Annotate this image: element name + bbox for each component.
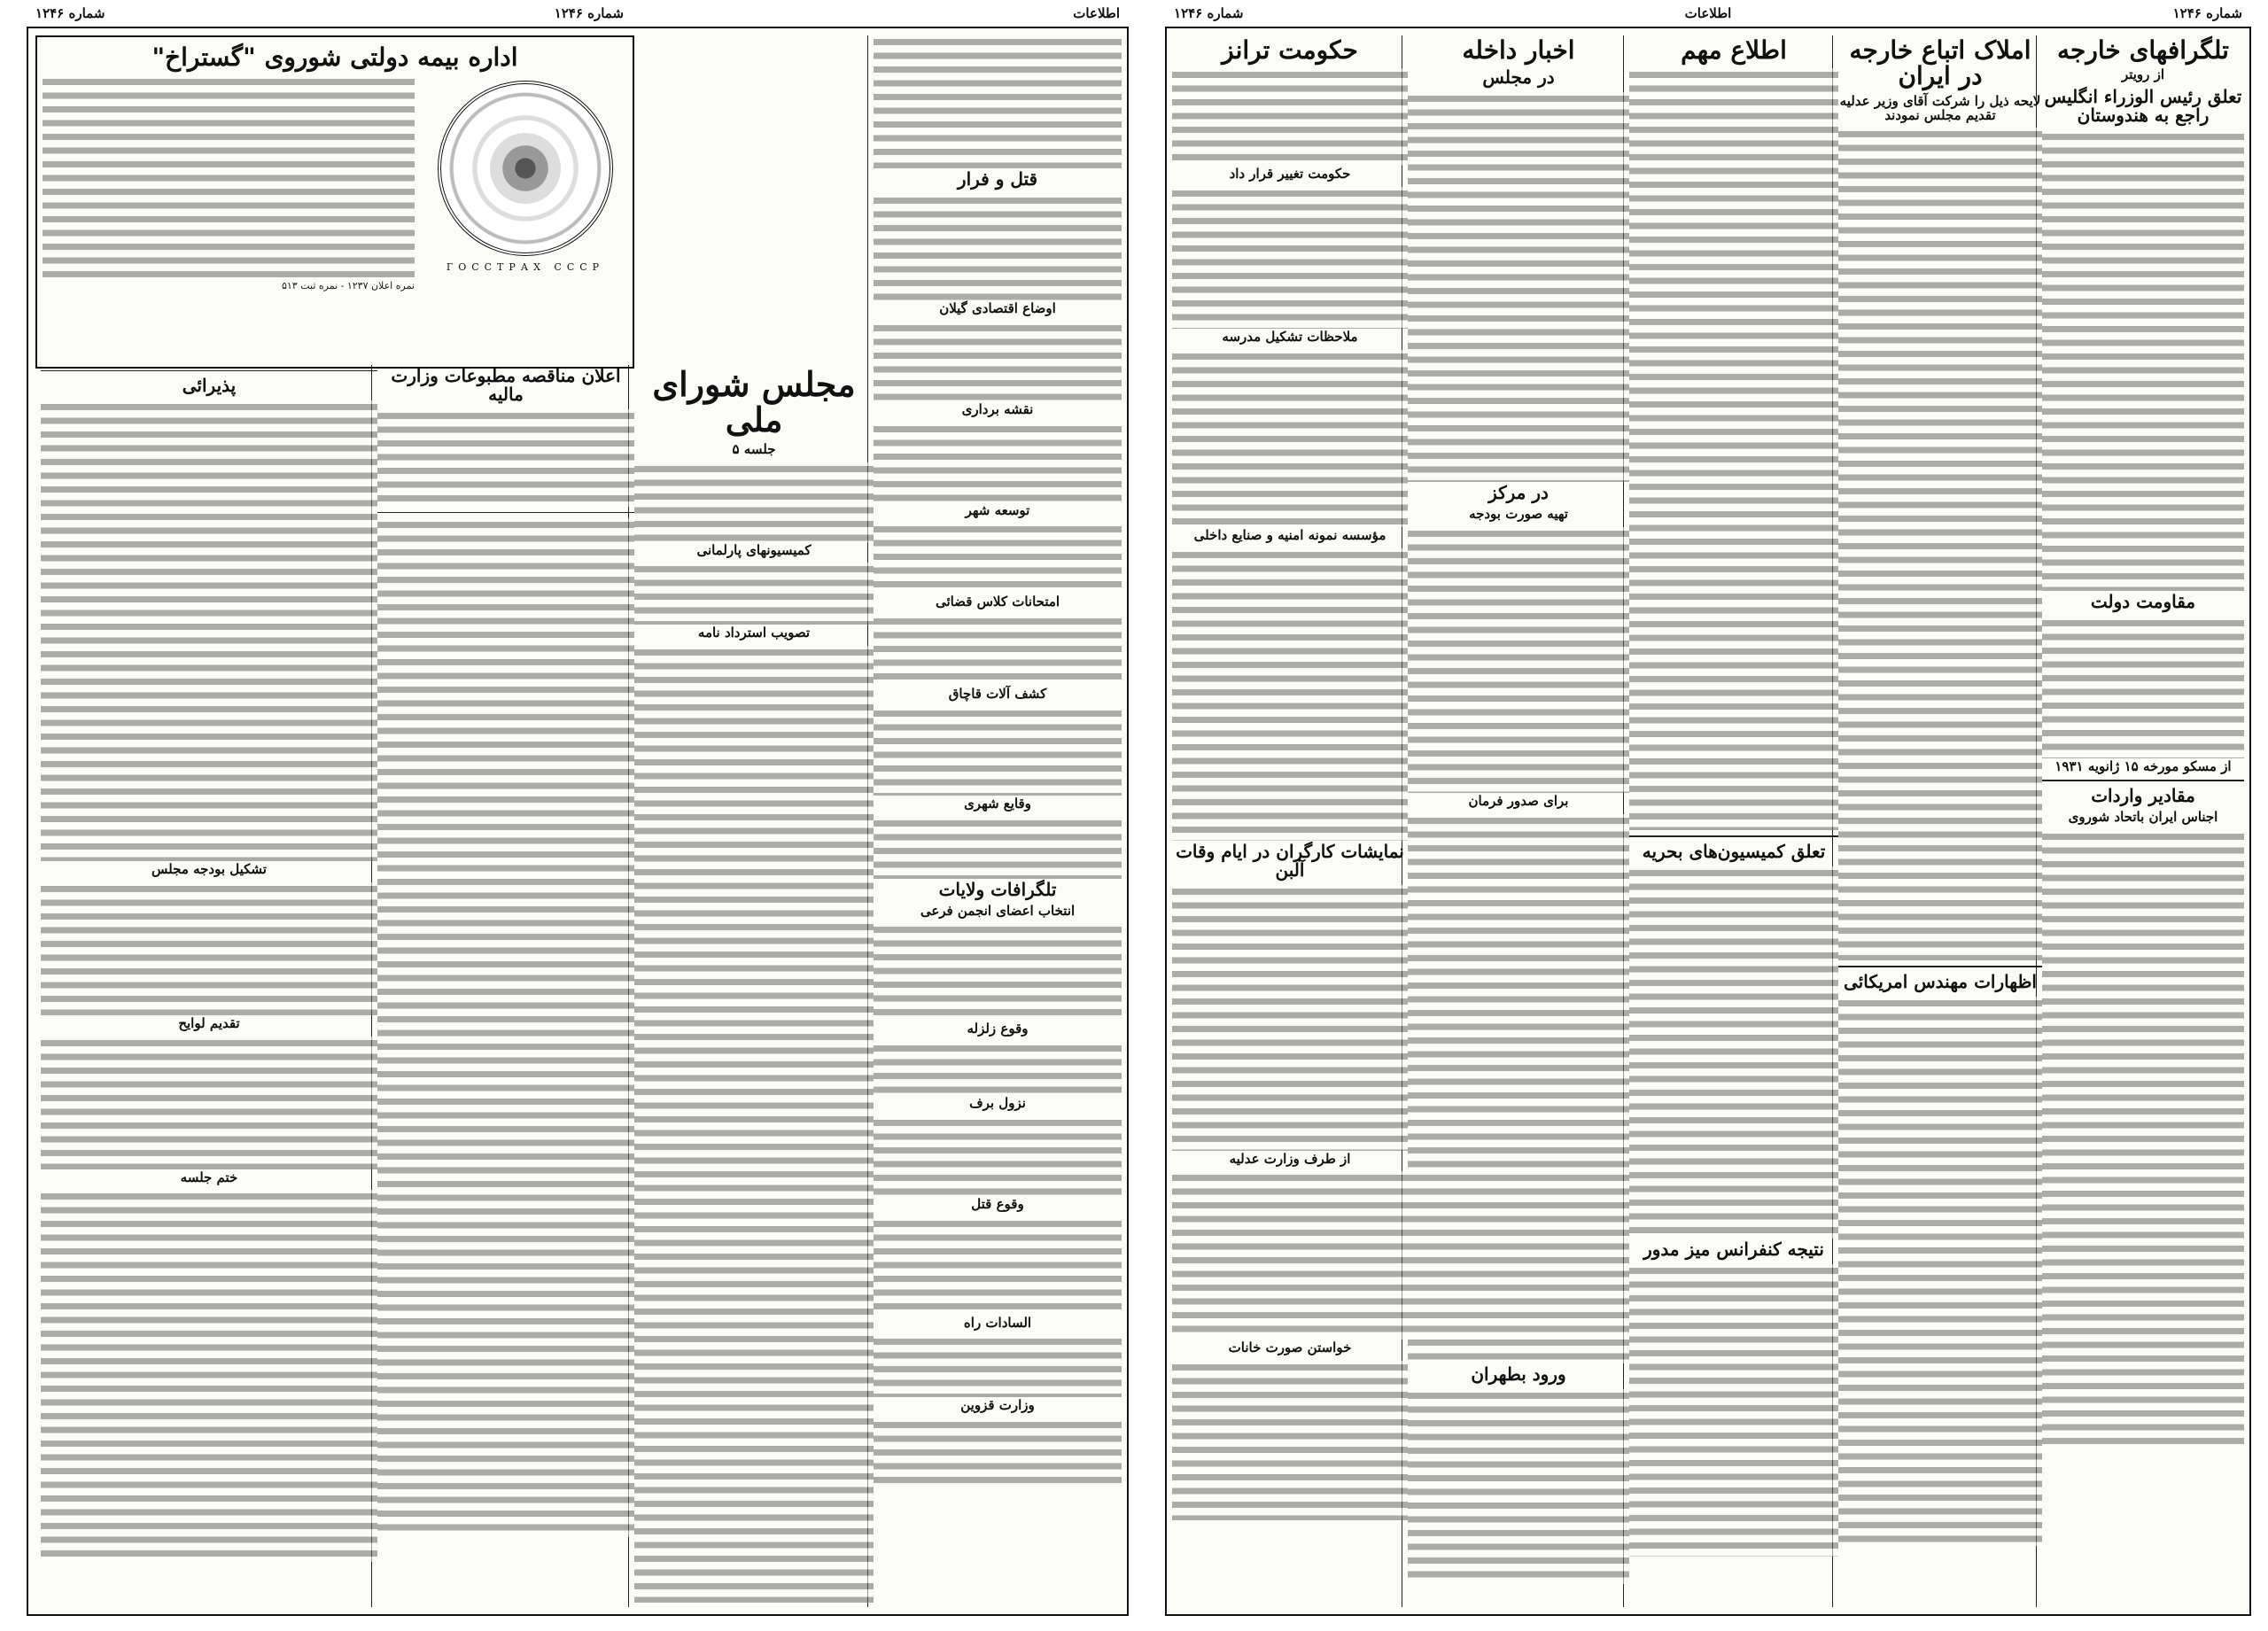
subheadline: از رویتر <box>2121 66 2165 83</box>
column-important-notice <box>1623 35 1844 1607</box>
headline: اعلان مناقصه مطبوعات وزارت مالیه <box>391 365 621 405</box>
article-text <box>874 35 1122 168</box>
section-heading: وقوع قتل <box>971 1195 1024 1212</box>
section-heading: اجناس ایران باتحاد شوروی <box>2068 808 2218 825</box>
section-heading: مقادیر واردات <box>2091 784 2195 806</box>
article-text <box>874 1116 1122 1196</box>
section-heading: اظهارات مهندس امریکائی <box>1844 971 2037 993</box>
section-heading: از مسکو مورخه ۱۵ ژانویه ۱۹۳۱ <box>2054 758 2232 775</box>
section-heading: از طرف وزارت عدلیه <box>1229 1150 1351 1167</box>
issue-number-right: شماره ۱۲۴۶ <box>2172 5 2242 21</box>
section-heading: نمایشات کارگران در ایام وقات آلبن <box>1176 840 1404 881</box>
column-domestic-news <box>1402 35 1635 1607</box>
section-heading: امتحانات کلاس قضائی <box>935 594 1060 610</box>
article-text <box>1629 1264 1838 1557</box>
section-heading: در مرکز <box>1488 482 1549 504</box>
headline: تلگرافهای خارجه <box>2057 35 2229 65</box>
article-text <box>1172 350 1408 527</box>
section-heading: السادات راه <box>963 1314 1032 1331</box>
insurance-seal-emblem <box>438 81 613 256</box>
issue-number-left: شماره ۱۲۴۶ <box>1174 5 1244 21</box>
section-heading: ملاحظات تشکیل مدرسه <box>1222 329 1358 346</box>
section-heading: توسعه شهر <box>965 501 1030 518</box>
article-text <box>874 1042 1122 1095</box>
newspaper-page-left <box>27 5 1129 1616</box>
article-text <box>874 615 1122 686</box>
article-text <box>874 423 1122 502</box>
section-heading: نزول برف <box>969 1095 1026 1111</box>
article-text <box>2042 617 2244 758</box>
headline: املاک اتباع خارجه در ایران <box>1849 35 2031 91</box>
column-city-news <box>867 35 1127 1607</box>
article-text <box>1172 187 1408 329</box>
article-text <box>874 923 1122 1021</box>
article-text <box>1629 866 1838 1239</box>
page-header <box>1167 5 2249 25</box>
section-heading: تهیه صورت بودجه <box>1469 506 1568 523</box>
headline: مجلس شورای ملی <box>652 365 856 439</box>
section-heading: تعلق رئیس الوزراء انگلیس راجع به هندوستان <box>2044 86 2242 127</box>
section-heading: حکومت تغییر قرار داد <box>1229 166 1351 183</box>
article-text <box>377 518 634 1537</box>
issue-number-center: شماره ۱۲۴۶ <box>554 5 625 21</box>
section-heading: تشکیل بودجه مجلس <box>151 861 267 877</box>
masthead-title: اطلاعات <box>1684 5 1732 21</box>
page-header <box>28 5 1127 25</box>
article-text <box>41 1190 377 1562</box>
newspaper-page-right <box>1165 5 2251 1616</box>
article-text <box>1629 68 1838 830</box>
article-text <box>1838 997 2042 1546</box>
section-heading: نتیجه کنفرانس میز مدور <box>1643 1239 1824 1261</box>
article-text <box>1408 1389 1629 1584</box>
section-heading: نقشه برداری <box>961 400 1034 417</box>
section-heading: مؤسسه نمونه امنیه و صنایع داخلی <box>1193 526 1386 543</box>
section-heading: تصویب استرداد نامه <box>697 625 811 641</box>
article-text <box>377 409 634 507</box>
section-heading: تلگرافات ولایات <box>938 878 1057 900</box>
column-reception <box>35 365 383 1607</box>
article-text <box>1172 1361 1408 1520</box>
column-foreign-telegrams <box>2036 35 2249 1607</box>
article-text <box>1838 128 2042 960</box>
column-finance-tender <box>371 365 640 1607</box>
article-text <box>874 1418 1122 1489</box>
article-text <box>1172 68 1408 166</box>
column-majlis <box>628 365 879 1607</box>
article-text <box>41 400 377 861</box>
headline: اطلاع مهم <box>1681 35 1787 65</box>
article-text <box>874 707 1122 796</box>
section-heading: مقاومت دولت <box>2090 591 2196 613</box>
ad-footer: نمره اعلان ۱۲۳۷ - نمره ثبت ۵۱۳ <box>281 280 415 292</box>
section-heading: کمیسیونهای پارلمانی <box>696 541 812 558</box>
article-text <box>41 882 377 1015</box>
subheadline: لایحه ذیل را شرکت آقای وزیر عدلیه تقدیم مجلس نمودند <box>1839 92 2041 123</box>
article-text <box>634 563 874 625</box>
article-text <box>874 1335 1122 1397</box>
article-text <box>1172 1171 1408 1340</box>
issue-number-left: شماره ۱۲۴۶ <box>35 5 105 21</box>
ad-title: اداره بیمه دولتی شوروی "گستراخ" <box>151 43 518 72</box>
ad-text <box>43 75 415 279</box>
article-text <box>874 1217 1122 1315</box>
section-heading: کشف آلات قاچاق <box>948 686 1047 702</box>
article-text <box>634 462 874 542</box>
article-text <box>1408 814 1629 1363</box>
section-heading: انتخاب اعضای انجمن فرعی <box>920 902 1076 919</box>
article-text <box>874 194 1122 300</box>
column-foreign-property <box>1832 35 2047 1607</box>
section-heading: در مجلس <box>1482 66 1555 89</box>
article-text <box>41 1037 377 1169</box>
insurance-advertisement <box>35 35 634 369</box>
article-text <box>2042 830 2244 1450</box>
article-text <box>874 817 1122 879</box>
masthead-title: اطلاعات <box>1073 5 1120 21</box>
article-text <box>1408 527 1629 793</box>
article-text <box>1408 92 1629 482</box>
section-heading: پذیرائی <box>182 375 237 396</box>
article-text <box>634 646 874 1603</box>
section-heading: اوضاع اقتصادی گیلان <box>939 300 1056 316</box>
section-heading: وقوع زلزله <box>967 1021 1029 1037</box>
section-heading: خواستن صورت خانات <box>1228 1340 1352 1356</box>
article-text <box>1172 548 1408 841</box>
section-heading: ورود بطهران <box>1471 1363 1566 1385</box>
column-government <box>1167 35 1413 1607</box>
section-heading: تقدیم لوایح <box>178 1014 240 1031</box>
headline: اخبار داخله <box>1462 35 1575 65</box>
subheadline: جلسه ۵ <box>732 440 776 457</box>
article-text <box>874 523 1122 594</box>
section-heading: قتل و فرار <box>957 168 1038 190</box>
section-heading: وزارت قزوین <box>960 1397 1035 1414</box>
article-text <box>1172 885 1408 1151</box>
section-heading: برای صدور فرمان <box>1468 793 1569 810</box>
article-text <box>874 322 1122 401</box>
section-heading: تعلق کمیسیون‌های بحریه <box>1642 841 1826 863</box>
seal-caption: ГОССТРАХ СССР <box>446 261 605 274</box>
section-heading: وقایع شهری <box>964 795 1031 812</box>
section-heading: ختم جلسه <box>180 1169 238 1185</box>
headline: حکومت ترانز <box>1222 35 1358 65</box>
article-text <box>2042 130 2244 591</box>
